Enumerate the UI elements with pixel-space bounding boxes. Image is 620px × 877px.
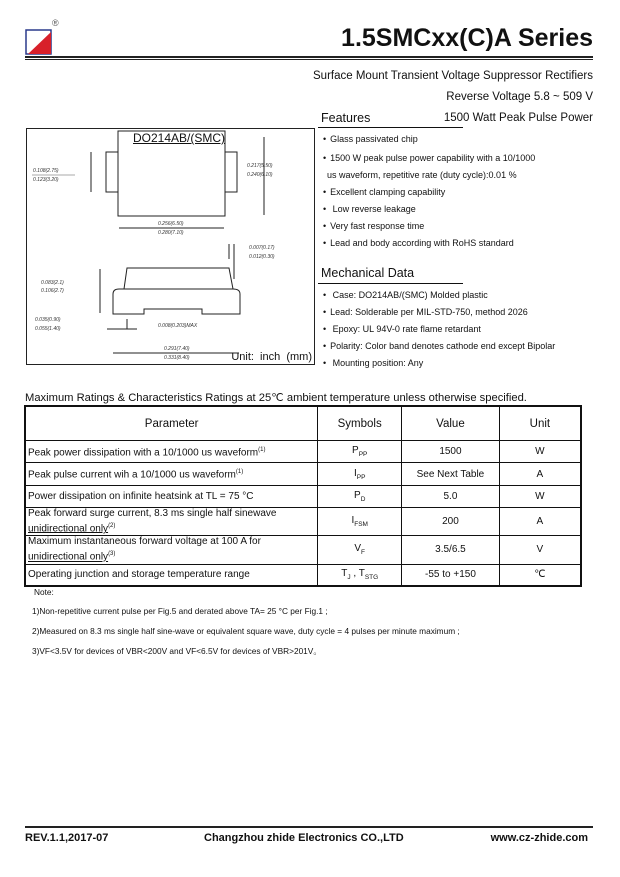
symbol-cell	[318, 508, 402, 536]
dim-label: 0.035(0.90)	[35, 317, 61, 323]
header-divider	[25, 56, 593, 60]
symbol-cell	[318, 463, 402, 486]
column-header: Unit	[499, 406, 581, 441]
symbol-cell	[318, 536, 402, 564]
features-heading: Features	[321, 111, 371, 125]
parameter-text: Peak power dissipation with a 10/1000 us waveform	[28, 447, 259, 459]
dim-label: 0.108(2.75)	[33, 168, 59, 174]
parameter-cell	[25, 508, 318, 536]
dim-label: 0.331(8.40)	[164, 355, 190, 361]
parameter-text: Operating junction and storage temperature range	[28, 568, 250, 580]
symbol-subscript: F	[361, 549, 366, 557]
parameter-text: Peak pulse current wih a 10/1000 us waveform	[28, 469, 236, 481]
symbol-subscript: STG	[364, 574, 379, 582]
mechanical-heading: Mechanical Data	[321, 266, 415, 280]
diagram-title: DO214AB/(SMC)	[133, 131, 226, 145]
dim-label: 0.106(2.7)	[41, 288, 64, 294]
symbol: T	[341, 568, 348, 580]
parameter-text-line2: unidirectional only	[28, 551, 109, 563]
note-reference: (1)	[258, 446, 266, 453]
unit-cell: V	[499, 536, 581, 564]
dim-label: 0.217(5.50)	[247, 163, 273, 169]
value-cell: 1500	[402, 441, 500, 463]
note-item: 1)Non-repetitive current pulse per Fig.5 and derated above TA= 25 °C per Fig.1 ;	[32, 606, 328, 616]
table-row	[25, 463, 581, 486]
mechanical-item: • Epoxy: UL 94V-0 rate flame retardant	[323, 324, 481, 334]
column-header: Symbols	[318, 406, 402, 441]
value-cell: 5.0	[402, 486, 500, 508]
symbol-subscript: PP	[356, 473, 366, 481]
symbol-subscript: J	[347, 574, 351, 582]
dim-label: 0.012(0.30)	[249, 254, 275, 260]
footer-divider	[25, 826, 593, 828]
dim-label: 0.123(3.20)	[33, 177, 59, 183]
unit-cell: A	[499, 463, 581, 486]
dim-label: 0.083(2.1)	[41, 280, 64, 286]
parameter-cell	[25, 441, 318, 463]
package-diagram	[26, 128, 315, 365]
symbol-subscript: PP	[358, 451, 368, 458]
column-header: Value	[402, 406, 500, 441]
symbol: V	[354, 543, 362, 555]
parameter-cell	[25, 564, 318, 586]
ratings-table	[24, 405, 582, 587]
symbol: I	[351, 515, 355, 527]
dim-label: 0.007(0.17)	[249, 245, 275, 251]
feature-item: • Glass passivated chip	[323, 134, 418, 144]
symbol-cell	[318, 564, 402, 586]
table-row	[25, 508, 581, 536]
dim-label: 0.240(6.10)	[247, 172, 273, 178]
parameter-cell	[25, 536, 318, 564]
mechanical-divider	[318, 283, 463, 284]
value-cell: 200	[402, 508, 500, 536]
unit-cell: W	[499, 486, 581, 508]
table-row	[25, 564, 581, 586]
dim-label: 0.291(7.40)	[164, 346, 190, 352]
feature-item: • 1500 W peak pulse power capability with a 10/1000	[323, 153, 535, 163]
parameter-text: Maximum instantaneous forward voltage at 100 A for	[28, 536, 261, 548]
table-header-row	[25, 406, 581, 441]
symbol-cell	[318, 486, 402, 508]
unit-label: Unit: inch (mm)	[231, 351, 312, 363]
symbol: I	[353, 467, 357, 479]
symbol: P	[354, 490, 361, 501]
value-cell: See Next Table	[402, 463, 500, 486]
feature-item: • Very fast response time	[323, 221, 424, 231]
parameter-text: Power dissipation on infinite heatsink at TL = 75 °C	[28, 490, 254, 502]
symbol-subscript: FSM	[354, 521, 368, 529]
feature-item: • Low reverse leakage	[323, 204, 416, 214]
table-row	[25, 486, 581, 508]
footer-website[interactable]: www.cz-zhide.com	[490, 832, 588, 844]
note-reference: (2)	[108, 523, 116, 529]
features-divider	[318, 127, 463, 128]
mechanical-item: • Mounting position: Any	[323, 358, 423, 368]
page-title: 1.5SMCxx(C)A Series	[341, 24, 593, 52]
notes-heading: Note:	[34, 587, 54, 597]
unit-cell: A	[499, 508, 581, 536]
feature-item: • Excellent clamping capability	[323, 187, 445, 197]
dim-label: 0.055(1.40)	[35, 326, 61, 332]
parameter-cell	[25, 463, 318, 486]
footer-revision: REV.1.1,2017-07	[25, 832, 109, 844]
subtitle-line: Reverse Voltage 5.8 ~ 509 V	[446, 91, 593, 103]
registered-mark: ®	[52, 18, 59, 28]
table-row	[25, 536, 581, 564]
table-row	[25, 441, 581, 463]
subtitle-line: Surface Mount Transient Voltage Suppressor Rectifiers	[313, 70, 593, 82]
column-header: Parameter	[25, 406, 318, 441]
symbol-subscript: D	[360, 496, 366, 503]
note-item: 3)VF<3.5V for devices of VBR<200V and VF<6.5V for devices of VBR>201V。	[32, 646, 322, 656]
unit-cell: W	[499, 441, 581, 463]
symbol: , T	[350, 568, 365, 580]
note-reference: (1)	[235, 469, 244, 476]
dim-label: 0.280(7.10)	[158, 230, 184, 236]
parameter-text-line2: unidirectional only	[28, 523, 109, 535]
ratings-caption: Maximum Ratings & Characteristics Ratings at 25℃ ambient temperature unless otherwise specified.	[25, 392, 527, 404]
parameter-text: Peak forward surge current, 8.3 ms single half sinewave	[28, 508, 277, 519]
unit-cell: ℃	[499, 564, 581, 586]
feature-item-continuation: us waveform, repetitive rate (duty cycle):0.01 %	[327, 170, 517, 180]
dim-label: 0.008(0.203)MAX	[158, 323, 198, 329]
dim-label: 0.256(6.50)	[158, 221, 184, 227]
subtitle-line: 1500 Watt Peak Pulse Power	[443, 112, 593, 124]
mechanical-item: • Lead: Solderable per MIL-STD-750, method 2026	[323, 307, 528, 317]
mechanical-item: • Case: DO214AB/(SMC) Molded plastic	[323, 290, 488, 300]
symbol-cell	[318, 441, 402, 463]
note-item: 2)Measured on 8.3 ms single half sine-wave or equivalent square wave, duty cycle = 4 pulses per minute maximum ;	[32, 626, 460, 636]
parameter-cell	[25, 486, 318, 508]
footer-company: Changzhou zhide Electronics CO.,LTD	[204, 832, 404, 844]
note-reference: (3)	[108, 551, 116, 558]
mechanical-item: • Polarity: Color band denotes cathode end except Bipolar	[323, 341, 555, 351]
symbol: P	[352, 445, 359, 456]
value-cell: -55 to +150	[402, 564, 500, 586]
feature-item: • Lead and body according with RoHS standard	[323, 238, 514, 248]
value-cell: 3.5/6.5	[402, 536, 500, 564]
